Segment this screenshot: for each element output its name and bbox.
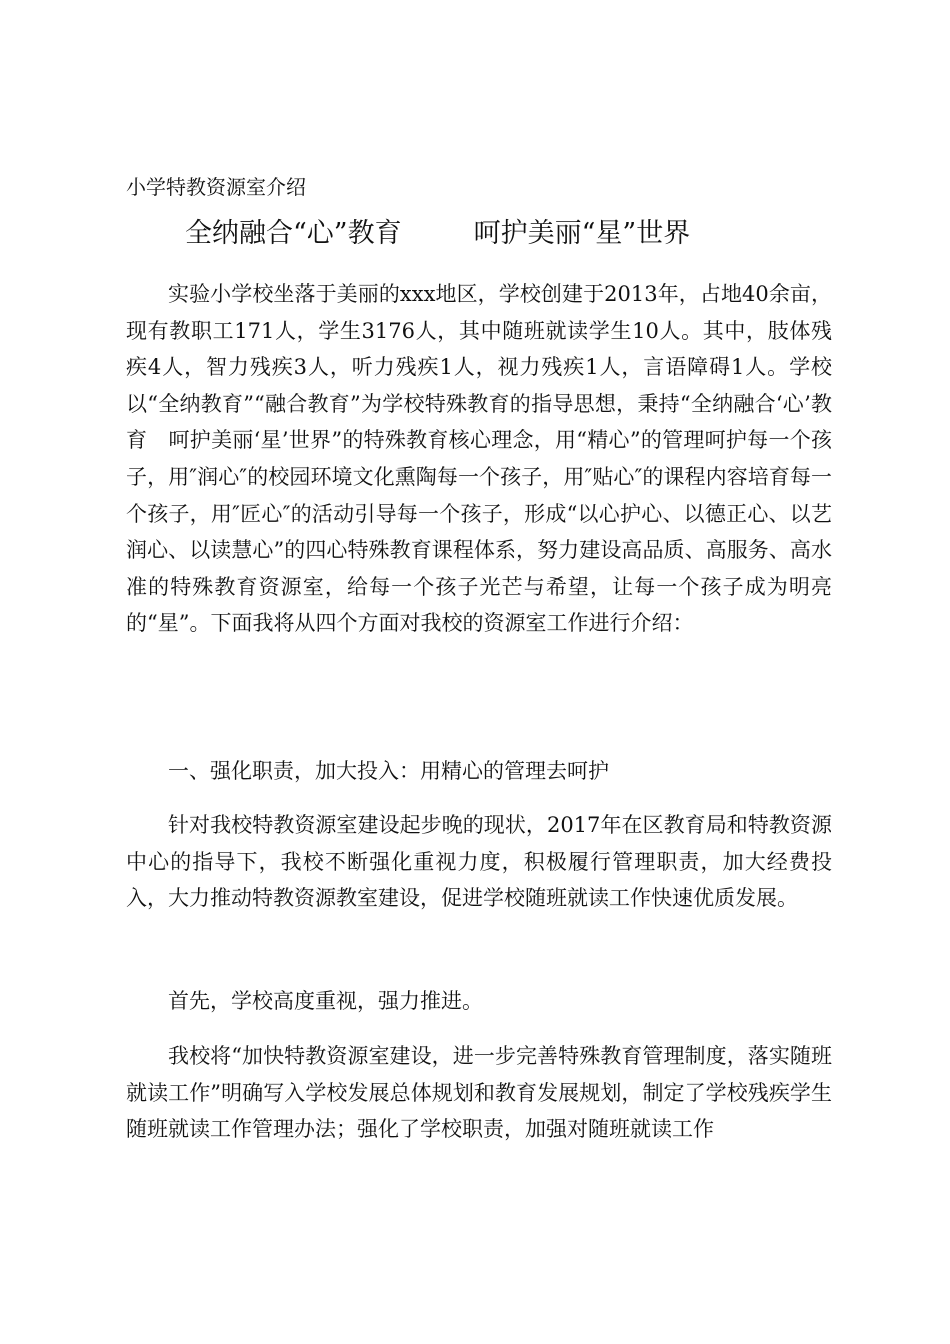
title-left-part: 全纳融合“心”教育 — [185, 218, 402, 249]
section-heading-1: 一、强化职责，加大投入：用精心的管理去呵护 — [168, 759, 609, 783]
paragraph-planning: 我校将“加快特教资源室建设，进一步完善特殊教育管理制度，落实随班就读工作”明确写入学校发展总体规划和教育发展规划，制定了学校残疾学生随班就读工作管理办法；强化了学校职责，加强对随班就读工作 — [126, 1044, 832, 1142]
title-right-part: 呵护美丽“星”世界 — [473, 218, 691, 249]
paragraph-intro: 实验小学校坐落于美丽的xxx地区，学校创建于2013年，占地40余亩，现有教职工171人，学生3176人，其中随班就读学生10人。其中，肢体残疾4人，智力残疾3人，听力残疾1人，视力残疾1人，言语障碍1人。学校以“全纳教育”“融合教育”为学校特殊教育的指导思想，秉持“全纳融合‘心’教育 呵护美丽‘星’世界”的特殊教育核心理念，用“精心”的管理呵护每一个孩子，用″润心″的校园环境文化熏陶每一个孩子，用″贴心″的课程内容培育每一个孩子，用″匠心″的活动引导每一个孩子，形成“以心护心、以德正心、以艺润心、以读慧心”的四心特殊教育课程体系，努力建设高品质、高服务、高水准的特殊教育资源室，给每一个孩子光芒与希望，让每一个孩子成为明亮的“星”。下面我将从四个方面对我校的资源室工作进行介绍： — [126, 282, 832, 636]
subheading-first: 首先，学校高度重视，强力推进。 — [168, 989, 483, 1013]
document-label: 小学特教资源室介绍 — [126, 175, 306, 199]
document-title — [185, 214, 690, 254]
paragraph-section-1: 针对我校特教资源室建设起步晚的现状，2017年在区教育局和特教资源中心的指导下，我校不断强化重视力度，积极履行管理职责，加大经费投入，大力推动特教资源教室建设，促进学校随班就读工作快速优质发展。 — [126, 813, 832, 911]
